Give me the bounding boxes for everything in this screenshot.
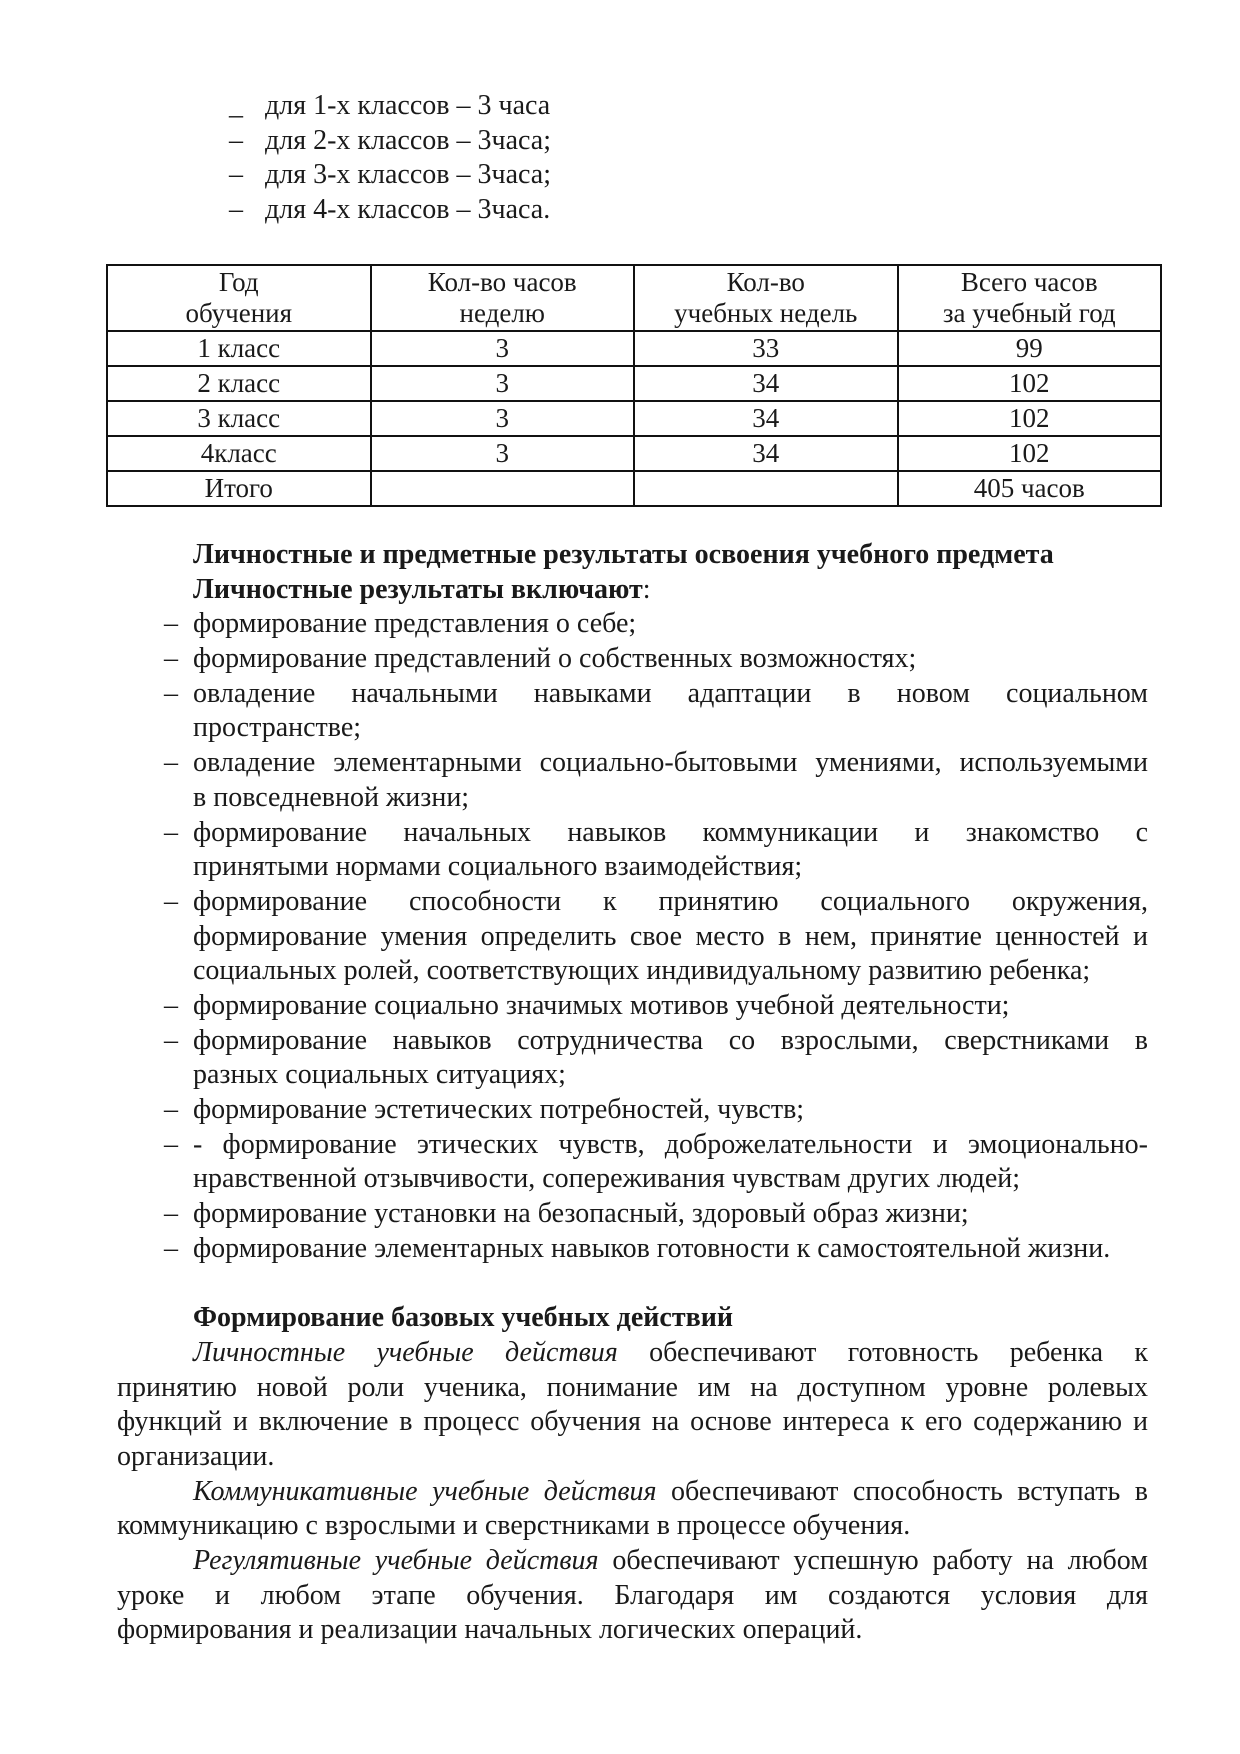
text-line: - формирование этических чувств, доброжелательности и эмоционально- <box>193 1128 1148 1160</box>
list-item-text <box>193 816 1148 885</box>
text-line: формирование установки на безопасный, здоровый образ жизни; <box>193 1198 969 1230</box>
subheading-text: Личностные результаты включают <box>193 573 643 605</box>
subheading-colon: : <box>642 573 651 605</box>
list-marker: – <box>164 1198 178 1230</box>
list-item-text <box>193 1128 1148 1197</box>
list-marker: – <box>164 747 178 779</box>
header-line: за учебный год <box>942 298 1116 328</box>
table-row <box>107 436 1161 471</box>
list-item <box>117 1232 1148 1267</box>
list-item <box>117 607 1148 642</box>
table-cell: 34 <box>634 401 898 436</box>
personal-results-heading <box>117 573 1148 608</box>
text-line: овладение начальными навыками адаптации в новом социальном <box>193 677 1148 709</box>
results-heading: Личностные и предметные результаты освоения учебного предмета <box>193 539 1054 570</box>
table-cell: 1 класс <box>107 331 371 366</box>
text-line: формирование навыков сотрудничества со взрослыми, сверстниками в <box>193 1024 1148 1056</box>
text-line: формирование способности к принятию социального окружения, <box>193 885 1148 917</box>
text: обеспечивают готовность ребенка к <box>617 1336 1148 1368</box>
table-header-cell <box>107 265 371 331</box>
table-header-cell <box>634 265 898 331</box>
list-marker: – <box>164 1094 178 1125</box>
list-marker: – <box>164 1024 178 1056</box>
list-item <box>229 158 829 193</box>
text-line: пространстве; <box>193 712 362 744</box>
text: обеспечивают успешную работу на любом <box>598 1544 1148 1576</box>
table-cell: 102 <box>898 366 1162 401</box>
text-line: формирование социально значимых мотивов учебной деятельности; <box>193 989 1010 1021</box>
list-item-text: для 1-х классов – 3 часа <box>265 90 551 121</box>
hours-table <box>106 264 1162 507</box>
table-cell: 34 <box>634 436 898 471</box>
list-marker: – <box>164 608 178 640</box>
paragraph-personal-actions <box>117 1336 1148 1475</box>
table-row <box>107 366 1161 401</box>
text-line: уроке и любом этапе обучения. Благодаря им создаются условия для <box>117 1579 1148 1611</box>
hours-per-week-list <box>229 89 829 228</box>
list-item-text <box>193 642 1148 677</box>
list-item <box>117 746 1148 815</box>
text-line: формирование умения определить свое место в нем, принятие ценностей и <box>193 920 1148 952</box>
text-line: нравственной отзывчивости, сопереживания чувствам других людей; <box>193 1163 1021 1195</box>
list-item-text: для 2-х классов – 3часа; <box>265 124 551 156</box>
paragraph-communicative-actions <box>117 1475 1148 1544</box>
list-marker: – <box>229 159 243 191</box>
list-item-text <box>193 989 1148 1024</box>
text-line: формирование эстетических потребностей, чувств; <box>193 1094 805 1125</box>
list-item-text <box>193 677 1148 746</box>
table-cell: Итого <box>107 471 371 506</box>
term-regulatory: Регулятивные учебные действия <box>193 1544 599 1576</box>
text-line: социальных ролей, соответствующих индивидуальному развитию ребенка; <box>193 955 1091 987</box>
text-line: формирование представлений о собственных возможностях; <box>193 643 917 675</box>
list-marker: _ <box>229 90 243 121</box>
list-item <box>117 1197 1148 1232</box>
document-body <box>117 538 1148 1648</box>
text-line: формирование элементарных навыков готовности к самостоятельной жизни. <box>193 1232 1111 1264</box>
table-cell: 3 <box>371 401 635 436</box>
text-line: овладение элементарными социально-бытовыми умениями, используемыми <box>193 747 1148 779</box>
header-line: учебных недель <box>674 298 858 328</box>
actions-heading: Формирование базовых учебных действий <box>193 1302 733 1334</box>
list-item <box>117 677 1148 746</box>
text-line: в повседневной жизни; <box>193 781 470 813</box>
table-cell: 4класс <box>107 436 371 471</box>
header-line: Всего часов <box>960 267 1098 297</box>
list-item <box>117 885 1148 989</box>
term-communicative: Коммуникативные учебные действия <box>193 1475 657 1507</box>
header-line: Год <box>218 267 259 297</box>
table-header-cell <box>898 265 1162 331</box>
table-cell <box>634 471 898 506</box>
list-marker: – <box>229 194 243 226</box>
list-item-text: для 3-х классов – 3часа; <box>265 159 551 191</box>
header-line: неделю <box>459 298 545 328</box>
text-line: формирование представления о себе; <box>193 608 637 640</box>
table-cell: 102 <box>898 436 1162 471</box>
table-cell: 3 <box>371 366 635 401</box>
list-marker: – <box>164 677 178 709</box>
list-marker: – <box>229 124 243 156</box>
table-cell: 3 <box>371 436 635 471</box>
list-marker: – <box>164 816 178 848</box>
text-line: принятыми нормами социального взаимодействия; <box>193 851 803 883</box>
list-item <box>117 989 1148 1024</box>
table-cell: 99 <box>898 331 1162 366</box>
table-header-cell <box>371 265 635 331</box>
list-item <box>117 1128 1148 1197</box>
text-line: организации. <box>117 1440 275 1472</box>
text-line: принятию новой роли ученика, понимание им на доступном уровне ролевых <box>117 1371 1148 1403</box>
header-line: Кол-во <box>726 267 805 297</box>
table-cell: 3 <box>371 331 635 366</box>
table-cell: 102 <box>898 401 1162 436</box>
list-item <box>117 816 1148 885</box>
list-marker: – <box>164 1128 178 1160</box>
list-item <box>117 1024 1148 1093</box>
text-line: коммуникацию с взрослыми и сверстниками в процессе обучения. <box>117 1510 911 1542</box>
table-cell: 405 часов <box>898 471 1162 506</box>
table-row <box>107 401 1161 436</box>
text-line: разных социальных ситуациях; <box>193 1059 566 1091</box>
header-line: обучения <box>185 298 293 328</box>
list-item-text <box>193 1024 1148 1093</box>
list-marker: – <box>164 885 178 917</box>
table-cell: 3 класс <box>107 401 371 436</box>
list-item <box>117 1093 1148 1128</box>
list-item-text <box>193 1232 1148 1267</box>
list-item-text: для 4-х классов – 3часа. <box>265 194 551 226</box>
list-item <box>229 193 829 228</box>
table-row <box>107 471 1161 506</box>
personal-results-list <box>117 607 1148 1266</box>
list-item <box>229 89 829 124</box>
list-item <box>117 642 1148 677</box>
table-row <box>107 331 1161 366</box>
table-cell <box>371 471 635 506</box>
list-item-text <box>193 607 1148 642</box>
list-marker: – <box>164 1232 178 1264</box>
paragraph-regulatory-actions <box>117 1544 1148 1648</box>
text: обеспечивают способность вступать в <box>656 1475 1148 1507</box>
list-item-text <box>193 1093 1148 1128</box>
list-item <box>229 124 829 159</box>
table-cell: 2 класс <box>107 366 371 401</box>
header-line: Кол-во часов <box>427 267 577 297</box>
list-item-text <box>193 885 1148 989</box>
text-line: формирование начальных навыков коммуникации и знакомство с <box>193 816 1148 848</box>
list-item-text <box>193 746 1148 815</box>
table-cell: 33 <box>634 331 898 366</box>
table-header-row <box>107 265 1161 331</box>
table-cell: 34 <box>634 366 898 401</box>
list-item-text <box>193 1197 1148 1232</box>
list-marker: – <box>164 643 178 675</box>
text-line: функций и включение в процесс обучения на основе интереса к его содержанию и <box>117 1406 1148 1438</box>
list-marker: – <box>164 989 178 1021</box>
text-line: формирования и реализации начальных логических операций. <box>117 1614 863 1646</box>
term-personal: Личностные учебные действия <box>193 1336 618 1368</box>
